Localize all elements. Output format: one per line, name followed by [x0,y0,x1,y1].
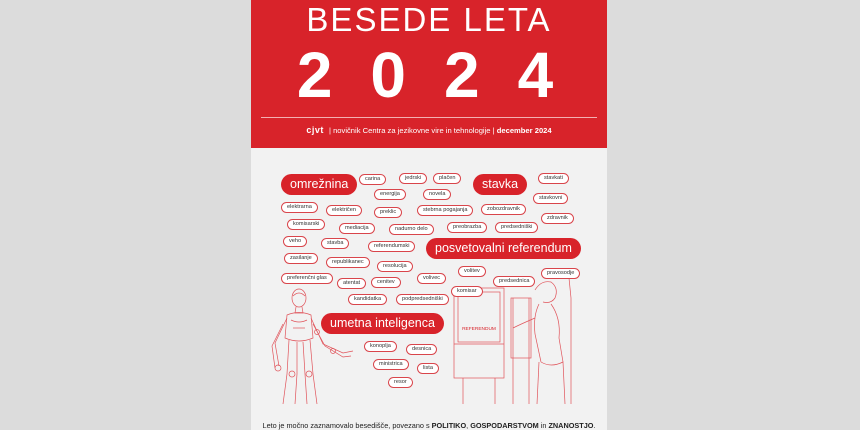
word-pill: električen [326,205,362,216]
word-pill: ministrica [373,359,409,370]
word-featured-3: posvetovalni referendum [426,238,581,259]
newsletter-page [251,0,607,430]
word-pill: stavkovni [533,193,568,204]
word-pill: referendumski [368,241,415,252]
word-pill: republikanec [326,257,370,268]
word-pill: predsedniški [495,222,538,233]
word-pill: zasilanje [284,253,318,264]
word-pill: energija [374,189,406,200]
word-pill: komisarski [287,219,325,230]
word-pill: desnica [406,344,437,355]
word-pill: jedrski [399,173,427,184]
referendum-sign: REFERENDUM [462,327,496,332]
word-pill: zobozdravnik [481,204,526,215]
word-pill: atentat [337,278,366,289]
word-pill: lista [417,363,439,374]
word-pill: cenitev [371,277,401,288]
word-pill: plačen [433,173,461,184]
footer-intro-text [251,421,607,430]
title-words-of-the-year: BESEDE LETA [306,1,552,38]
word-pill: preobrazba [447,222,487,233]
word-pill: stavkati [538,173,569,184]
word-pill: stebrna pogajanja [417,205,473,216]
word-pill: nadurno delo [389,224,434,235]
footer-term-science: ZNANOSTJO [548,421,594,430]
word-pill: volivec [417,273,446,284]
footer-separator: in [538,421,549,430]
word-cloud [251,148,607,408]
title-year: 2024 [296,39,592,111]
word-pill: komisar [451,286,483,297]
subtitle-date: december 2024 [496,126,552,135]
word-pill: mediacija [339,223,375,234]
header-divider [261,117,597,118]
word-pill: predsednica [493,276,535,287]
word-pill: carina [359,174,386,185]
word-pill: kandidatka [348,294,387,305]
footer-term-politics: POLITIKO [431,421,467,430]
footer-text: Leto je močno zaznamovalo besedišče, povezano s [262,421,432,430]
word-pill: preferenčni glas [281,273,333,284]
newsletter-subtitle [251,125,607,135]
footer-period: . [593,421,596,430]
footer-term-economy: GOSPODARSTVOM [470,421,539,430]
word-featured-2: stavka [473,174,527,195]
word-pill: pravosodje [541,268,580,279]
subtitle-text: | novičnik Centra za jezikovne vire in tehnologije | [329,126,495,135]
word-pill: resor [388,377,413,388]
word-pill: zdravnik [541,213,574,224]
word-pill: konoplja [364,341,397,352]
word-pill: stavba [321,238,349,249]
word-featured-4: umetna inteligenca [321,313,444,334]
word-pill: veho [283,236,307,247]
word-pill: preklic [374,207,402,218]
footer-separator: , [466,421,471,430]
word-featured-1: omrežnina [281,174,357,195]
cjvt-logo[interactable]: cjvt [306,125,324,135]
word-pill: volitev [458,266,486,277]
word-pill: podpredsedniški [396,294,449,305]
word-pill: elektrarna [281,202,318,213]
newsletter-header [251,0,607,148]
word-pill: novela [423,189,451,200]
word-pill: resolucija [377,261,413,272]
